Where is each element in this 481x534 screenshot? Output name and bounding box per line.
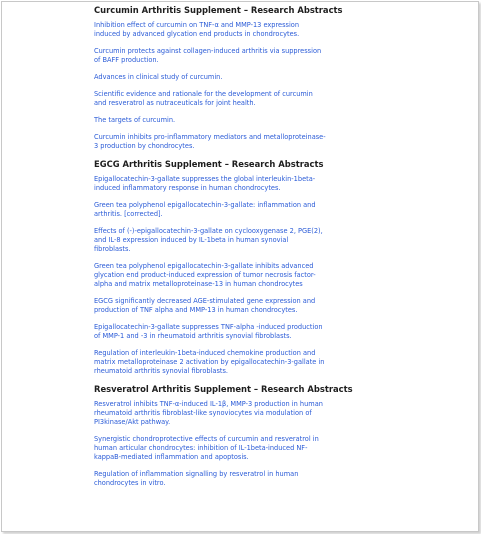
curcumin-section [94,5,343,151]
abstract-link[interactable]: Curcumin protects against collagen-induced arthritis via suppression of BAFF production. [94,47,322,64]
abstract-link[interactable]: Green tea polyphenol epigallocatechin-3-gallate: inflammation and arthritis. [corrected]. [94,201,316,218]
abstract-link[interactable]: Regulation of interleukin-1beta-induced chemokine production and matrix metalloproteinase 2 activation by epigallocatechin-3-gallate in rheumatoid arthritis synovial fibroblasts. [94,349,325,375]
egcg-section [94,159,326,376]
curcumin-section-title: Curcumin Arthritis Supplement – Research Abstracts [94,5,343,15]
abstract-link[interactable]: Synergistic chondroprotective effects of curcumin and resveratrol in human articular chondrocytes: inhibition of IL-1beta-induced NF-kappaB-mediated inflammation and apoptosis. [94,435,319,461]
abstract-link[interactable]: Epigallocatechin-3-gallate suppresses TNF-alpha -induced production of MMP-1 and -3 in rheumatoid arthritis synovial fibroblasts. [94,323,323,340]
abstract-link[interactable]: Epigallocatechin-3-gallate suppresses the global interleukin-1beta-induced inflammatory response in human chondrocytes. [94,175,316,192]
abstract-link[interactable]: Scientific evidence and rationale for the development of curcumin and resveratrol as nutraceuticals for joint health. [94,90,313,107]
abstract-link[interactable]: Resveratrol inhibits TNF-α-induced IL-1β, MMP-3 production in human rheumatoid arthritis fibroblast-like synoviocytes via modulation of PI3kinase/Akt pathway. [94,400,323,426]
abstract-link[interactable]: Inhibition effect of curcumin on TNF-α and MMP-13 expression induced by advanced glycation end products in chondrocytes. [94,21,300,38]
abstract-link[interactable]: Curcumin inhibits pro-inflammatory mediators and metalloproteinase-3 production by chondrocytes. [94,133,326,150]
abstract-link[interactable]: The targets of curcumin. [94,116,176,124]
abstract-link[interactable]: Green tea polyphenol epigallocatechin-3-gallate inhibits advanced glycation end product-induced expression of tumor necrosis factor-alpha and matrix metalloproteinase-13 in human chondrocytes [94,262,316,288]
egcg-section-title: EGCG Arthritis Supplement – Research Abstracts [94,159,324,169]
screenshot-frame [1,1,479,532]
abstract-link[interactable]: Advances in clinical study of curcumin. [94,73,223,81]
abstract-link[interactable]: Effects of (-)-epigallocatechin-3-gallate on cyclooxygenase 2, PGE(2), and IL-8 expression induced by IL-1beta in human synovial fibroblasts. [94,227,323,253]
article-content [94,5,353,496]
resveratrol-section [94,384,353,488]
resveratrol-section-title: Resveratrol Arthritis Supplement – Research Abstracts [94,384,353,394]
abstract-link[interactable]: EGCG significantly decreased AGE-stimulated gene expression and production of TNF alpha and MMP-13 in human chondrocytes. [94,297,316,314]
abstract-link[interactable]: Regulation of inflammation signalling by resveratrol in human chondrocytes in vitro. [94,470,299,487]
